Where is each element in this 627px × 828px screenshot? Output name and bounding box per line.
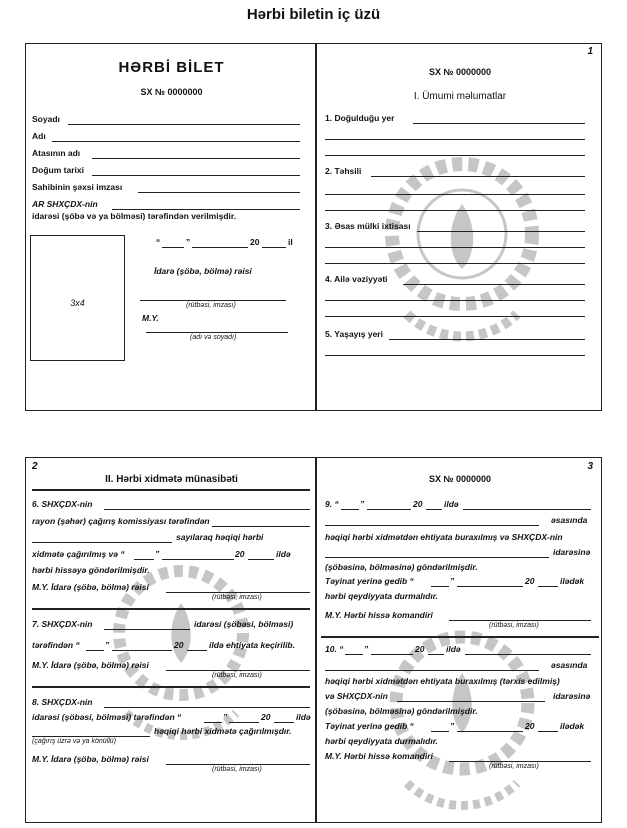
item10-month-line[interactable] [371,654,413,655]
field-line-name[interactable] [52,141,300,142]
date-year-line[interactable] [262,247,286,248]
item7-head-title: M.Y. İdarə (şöbə, bölmə) rəisi [32,660,149,670]
item8-day-line[interactable] [204,722,222,723]
item9-divider [321,636,599,638]
item10-dest-close-quote: ” [450,721,455,731]
item10-year-prefix: 20 [415,644,425,654]
field-label-birthdate: Doğum tarixi [32,165,84,175]
field-label-surname: Soyadı [32,114,60,124]
field-line-patronymic[interactable] [92,158,300,159]
item8-year-suffix: ildə [296,712,311,722]
item9-basis-text: əsasında [551,515,588,525]
item10-discharge-text: həqiqi hərbi xidmətdən ehtiyata buraxılmış (tərxis edilmiş) [325,676,560,686]
item-birthplace-line-2[interactable] [325,139,585,140]
item-residence-line-2[interactable] [325,355,585,356]
item7-sign-line[interactable] [166,670,310,671]
item6-drafted-text: xidmətə çağırılmış və “ [32,549,125,559]
item10-destination-text: Təyinat yerinə gedib “ [325,721,414,731]
item9-dest-month-line[interactable] [457,586,523,587]
card-heading: HƏRBİ BİLET [118,59,225,76]
item8-type-caption: (çağırış üzrə və ya könüllü) [32,738,117,745]
item7-rank-caption: (rütbəsi, imzası) [212,672,262,679]
date-close-quote: ” [186,237,191,247]
office-head-title: İdarə (şöbə, bölmə) rəisi [154,266,252,276]
item8-dept-text: idarəsi (şöbəsi, bölməsi) tərəfindən “ [32,712,182,722]
item-birthplace-label: 1. Doğulduğu yer [325,113,395,123]
item7-dept-text: idarəsi (şöbəsi, bölməsi) [194,619,294,629]
field-line-surname[interactable] [68,124,300,125]
item8-rank-caption: (rütbəsi, imzası) [212,766,262,773]
item6-status-line[interactable] [32,542,172,543]
item6-office-label: 6. SHXÇDX-nin [32,499,93,509]
item-specialty-label: 3. Əsas mülki ixtisası [325,221,411,231]
panel-military-service [25,457,316,823]
item-family-label: 4. Ailə vəziyyəti [325,274,388,284]
item-birthplace-line-1[interactable] [413,123,585,124]
serial-number: SX № 0000000 [140,87,203,97]
item8-office-label: 8. SHXÇDX-nin [32,697,93,707]
item8-month-line[interactable] [229,722,259,723]
seal-label: M.Y. [142,313,159,323]
item6-commission-text: rayon (şəhər) çağırış komissiyası tərəfindən [32,516,210,526]
item6-status-text: sayılaraq həqiqi hərbi [176,532,264,542]
item10-sent-text: (şöbəsinə, bölməsinə) göndərilmişdir. [325,706,478,716]
item-education-line-2[interactable] [325,194,585,195]
item9-year-prefix: 20 [413,499,423,509]
item9-dest-close-quote: ” [450,576,455,586]
item9-day-line[interactable] [341,509,359,510]
item-family-line-3[interactable] [325,316,585,317]
item10-dest-year-line[interactable] [538,731,558,732]
field-label-name: Adı [32,131,46,141]
item-education-label: 2. Təhsili [325,166,362,176]
item10-basis-text: əsasında [551,660,588,670]
item9-month-line[interactable] [367,509,411,510]
item10-dest-month-line[interactable] [457,731,523,732]
item-birthplace-line-3[interactable] [325,155,585,156]
field-line-birthdate[interactable] [92,175,300,176]
item9-open-quote: 9. “ [325,499,339,509]
item-education-line-1[interactable] [371,176,585,177]
item6-divider [32,608,310,610]
item7-office-line[interactable] [104,629,190,630]
item6-year-suffix: ildə [276,549,291,559]
item9-dest-year-prefix: 20 [525,576,535,586]
panel-reserve-discharge [316,457,602,823]
state-emblem-watermark [377,618,547,818]
item6-year-line[interactable] [248,559,274,560]
item8-drafted-text: həqiqi hərbi xidmətə çağırılmışdır. [154,726,292,736]
item9-close-quote: ” [360,499,365,509]
item10-year-suffix: ildə [446,644,461,654]
item6-sent-text: hərbi hissəyə göndərilmişdir. [32,565,150,575]
item8-type-line[interactable] [32,736,150,737]
item8-head-title: M.Y. İdarə (şöbə, bölmə) rəisi [32,754,149,764]
item10-rank-caption: (rütbəsi, imzası) [489,763,539,770]
field-label-patronymic: Atasının adı [32,148,81,158]
item9-basis-line-2[interactable] [325,525,539,526]
item-education-line-3[interactable] [325,210,585,211]
item8-sign-line[interactable] [166,764,310,765]
item-family-line-1[interactable] [403,284,585,285]
item7-year-line[interactable] [187,650,207,651]
item10-sign-line[interactable] [449,761,591,762]
rank-sign-caption: (rütbəsi, imzası) [186,302,236,309]
rank-sign-line[interactable] [140,300,286,301]
date-open-quote: “ [156,237,161,247]
date-month-line[interactable] [192,247,248,248]
section-divider [32,489,310,491]
panel-general-info [316,43,602,411]
item7-close-quote: ” [105,640,110,650]
page-number: 3 [587,461,593,472]
item10-office-label: və SHXÇDX-nin [325,691,388,701]
item9-register-text: hərbi qeydiyyata durmalıdır. [325,591,438,601]
item10-office-line[interactable] [397,701,545,702]
item10-commander-title: M.Y. Hərbi hissə komandiri [325,751,433,761]
item9-basis-line-1[interactable] [463,509,591,510]
item10-dest-suffix: ilədək [560,721,585,731]
item6-year-prefix: 20 [235,549,245,559]
item9-destination-text: Təyinat yerinə gedib “ [325,576,414,586]
field-label-office: AR SHXÇDX-nin [32,199,98,209]
item6-close-quote: ” [155,549,160,559]
serial-number: SX № 0000000 [428,67,492,77]
item-specialty-line-2[interactable] [325,247,585,248]
item9-office-text: idarəsinə [553,547,591,557]
item-family-line-2[interactable] [325,300,585,301]
item9-year-line[interactable] [426,509,442,510]
item9-discharge-text: həqiqi hərbi xidmətdən ehtiyata buraxılmış və SHXÇDX-nin [325,532,563,542]
item9-dest-suffix: ilədək [560,576,585,586]
item6-rank-caption: (rütbəsi, imzası) [212,594,262,601]
page-number: 1 [587,46,593,57]
item-residence-label: 5. Yaşayış yeri [325,329,383,339]
date-suffix: il [288,237,293,247]
photo-placeholder [30,235,125,361]
page-title: Hərbi biletin iç üzü [246,6,381,23]
item7-date-text: tərəfindən “ [32,640,80,650]
item9-dest-day-line[interactable] [431,586,449,587]
item9-sign-line[interactable] [449,620,591,621]
item9-year-suffix: ildə [444,499,459,509]
item10-basis-line-2[interactable] [325,670,539,671]
item9-office-line[interactable] [325,557,549,558]
item10-office-text: idarəsinə [553,691,591,701]
field-line-signature[interactable] [138,192,300,193]
item9-dest-year-line[interactable] [538,586,558,587]
panel-military-card-front [25,43,316,411]
item10-day-line[interactable] [345,654,363,655]
item6-day-line[interactable] [134,559,154,560]
item7-month-line[interactable] [112,650,172,651]
photo-size-label: 3x4 [70,298,85,308]
item10-register-text: hərbi qeydiyyata durmalıdır. [325,736,438,746]
page-number: 2 [32,461,38,472]
item10-close-quote: ” [364,644,369,654]
section-heading: I. Ümumi məlumatlar [413,91,507,102]
item10-dest-day-line[interactable] [431,731,449,732]
item-specialty-line-3[interactable] [325,263,585,264]
item6-commission-line[interactable] [212,526,310,527]
item6-month-line[interactable] [162,559,234,560]
item8-office-line[interactable] [104,707,310,708]
item6-head-title: M.Y. İdarə (şöbə, bölmə) rəisi [32,582,149,592]
item7-divider [32,686,310,688]
field-label-signature: Sahibinin şəxsi imzası [32,182,123,192]
item10-open-quote: 10. “ [325,644,344,654]
item9-commander-title: M.Y. Hərbi hissə komandiri [325,610,433,620]
name-surname-caption: (adı və soyadı) [190,334,237,341]
date-day-line[interactable] [162,247,184,248]
item8-year-line[interactable] [274,722,294,723]
serial-number: SX № 0000000 [428,474,492,484]
item10-dest-year-prefix: 20 [525,721,535,731]
name-surname-line[interactable] [146,332,288,333]
item-residence-line-1[interactable] [389,339,585,340]
item6-office-line[interactable] [104,509,310,510]
item6-sign-line[interactable] [166,592,310,593]
item7-reserve-text: ildə ehtiyata keçirilib. [209,640,295,650]
item7-year-prefix: 20 [174,640,184,650]
field-line-office[interactable] [112,209,300,210]
item8-close-quote: ” [223,712,228,722]
item7-day-line[interactable] [86,650,104,651]
item9-sent-text: (şöbəsinə, bölməsinə) göndərilmişdir. [325,562,478,572]
item10-year-line[interactable] [428,654,444,655]
item9-rank-caption: (rütbəsi, imzası) [489,622,539,629]
issued-by-text: idarəsi (şöbə və ya bölməsi) tərəfindən verilmişdir. [32,211,237,221]
section-heading: II. Hərbi xidmətə münasibəti [105,474,238,485]
item10-basis-line-1[interactable] [465,654,591,655]
item7-office-label: 7. SHXÇDX-nin [32,619,93,629]
item-specialty-line-1[interactable] [417,231,585,232]
item8-year-prefix: 20 [261,712,271,722]
date-year-prefix: 20 [250,237,260,247]
